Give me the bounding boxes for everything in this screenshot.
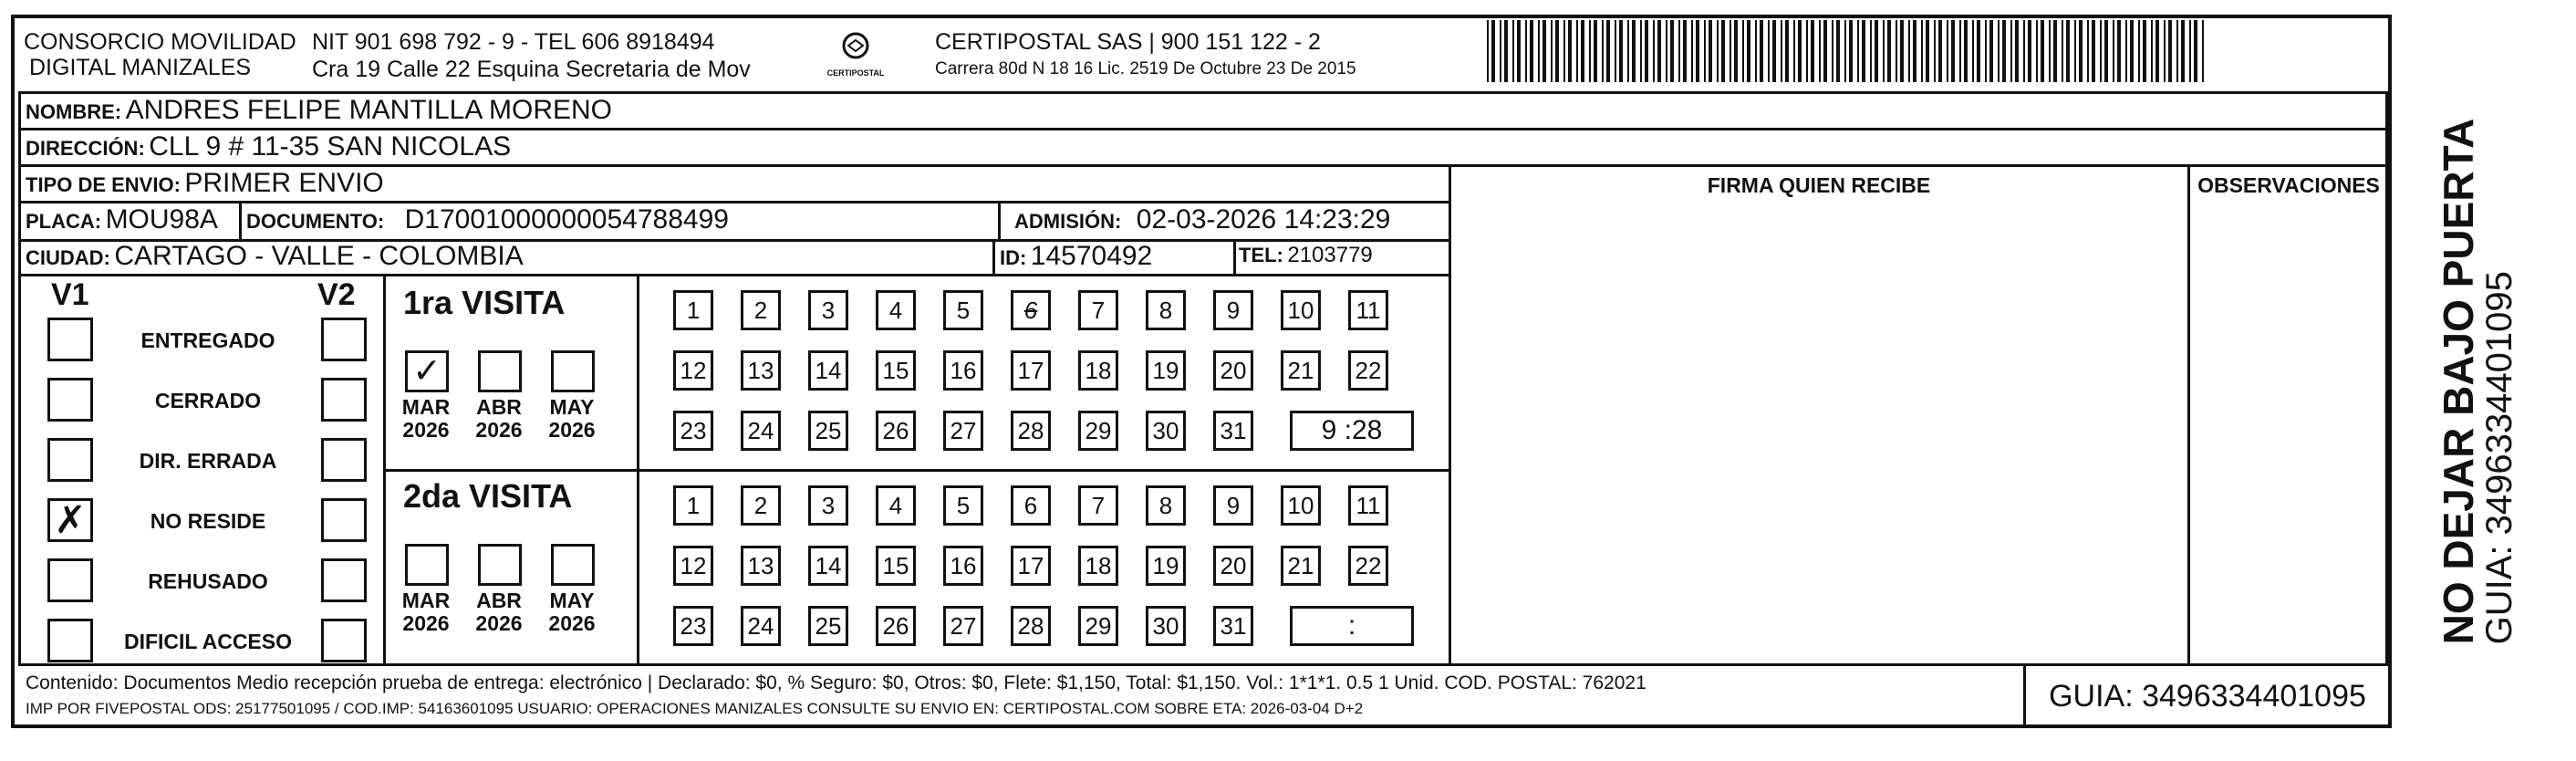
barcode-bar	[1666, 20, 1667, 82]
second-month-label: ABR 2026	[475, 589, 523, 636]
observations-header: OBSERVACIONES	[2197, 173, 2380, 197]
barcode-bar	[2023, 20, 2025, 82]
barcode-bar	[1836, 20, 1840, 82]
second-day-box[interactable]: 29	[1078, 606, 1118, 646]
status-option-label: DIR. ERRADA	[139, 449, 277, 473]
second-day-box[interactable]: 15	[876, 546, 916, 586]
footer-guia: GUIA: 3496334401095	[2049, 679, 2366, 714]
status-option-label: REHUSADO	[148, 569, 268, 593]
barcode-bar	[2062, 20, 2063, 82]
nombre-row: NOMBRE: ANDRES FELIPE MANTILLA MORENO	[26, 95, 613, 125]
first-day-box[interactable]: 10	[1281, 290, 1321, 330]
address-line: Cra 19 Calle 22 Esquina Secretaria de Mov	[312, 57, 751, 82]
barcode-bar	[1896, 20, 1897, 82]
barcode-bar	[1594, 20, 1597, 82]
logo-icon	[819, 31, 892, 64]
barcode-bar	[1913, 20, 1916, 82]
first-day-box[interactable]: 25	[808, 411, 848, 451]
second-day-box[interactable]: 30	[1146, 606, 1186, 646]
second-day-box[interactable]: 12	[673, 546, 713, 586]
barcode-bar	[1934, 20, 1936, 82]
first-month-label: MAY 2026	[548, 395, 596, 443]
barcode-bar	[1806, 20, 1808, 82]
second-day-box[interactable]: 26	[876, 606, 916, 646]
barcode-bar	[1670, 20, 1674, 82]
status-option-label: DIFICIL ACCESO	[123, 630, 292, 653]
second-month-label: MAR 2026	[401, 589, 451, 636]
barcode-bar	[1487, 20, 1489, 82]
first-day-box[interactable]: 13	[741, 350, 781, 391]
barcode-bar	[1908, 20, 1910, 82]
barcode-bar	[1653, 20, 1655, 82]
admision-cell: ADMISIÓN: 02-03-2026 14:23:29	[1014, 204, 1391, 235]
barcode-bar	[1832, 20, 1833, 82]
nit-line: NIT 901 698 792 - 9 - TEL 606 8918494	[312, 29, 715, 55]
v2-checkbox[interactable]	[321, 558, 367, 602]
first-month-label: MAR 2026	[401, 395, 451, 443]
barcode-bar	[1870, 20, 1872, 82]
barcode-bar	[2074, 20, 2076, 82]
barcode-bar	[1989, 20, 1993, 82]
second-time-box[interactable]: :	[1290, 606, 1414, 646]
second-day-box[interactable]: 16	[943, 546, 983, 586]
barcode-bar	[1823, 20, 1827, 82]
first-day-box[interactable]: 19	[1146, 350, 1186, 391]
barcode-bar	[2053, 20, 2057, 82]
barcode-bar	[2138, 20, 2140, 82]
barcode-bar	[1951, 20, 1955, 82]
barcode-bar	[2194, 20, 2197, 82]
first-day-box[interactable]: 20	[1213, 350, 1253, 391]
second-day-box[interactable]: 23	[673, 606, 713, 646]
second-day-box[interactable]: 27	[943, 606, 983, 646]
imp-text: IMP POR FIVEPOSTAL ODS: 25177501095 / COD.IMP: 54163601095 USUARIO: OPERACIONES MANIZALES CONSULTE SU ENVIO EN: CERTIPOSTAL.COM SOBRE ETA: 2026-03-04 D+2	[26, 700, 1364, 717]
barcode-bar	[2100, 20, 2102, 82]
carrier-line: CERTIPOSTAL SAS | 900 151 122 - 2	[935, 29, 1321, 55]
barcode-bar	[1563, 20, 1565, 82]
barcode-bar	[1972, 20, 1974, 82]
first-day-box[interactable]: 8	[1146, 290, 1186, 330]
signature-area[interactable]	[1452, 204, 2187, 663]
placa-cell: PLACA: MOU98A	[26, 204, 218, 235]
second-day-box[interactable]: 17	[1011, 546, 1051, 586]
barcode-bar	[1819, 20, 1821, 82]
second-day-box[interactable]: 24	[741, 606, 781, 646]
first-day-box[interactable]: 31	[1213, 411, 1253, 451]
first-month-checkbox[interactable]	[551, 350, 595, 392]
company-name: CONSORCIO MOVILIDAD DIGITAL MANIZALES	[24, 29, 296, 80]
barcode-bar	[1811, 20, 1814, 82]
barcode-bar	[2092, 20, 2095, 82]
second-visit-title: 2da VISITA	[403, 477, 573, 515]
observations-area[interactable]	[2191, 204, 2388, 663]
v1-checkbox[interactable]	[47, 318, 93, 361]
carrier-address: Carrera 80d N 18 16 Lic. 2519 De Octubre 23 De 2015	[935, 59, 1356, 78]
barcode-bar	[1959, 20, 1961, 82]
second-day-box[interactable]: 14	[808, 546, 848, 586]
barcode-bar	[1900, 20, 1904, 82]
v1-checkbox[interactable]	[47, 438, 93, 482]
barcode-bar	[1500, 20, 1501, 82]
first-day-box[interactable]: 12	[673, 350, 713, 391]
first-day-box[interactable]: 18	[1078, 350, 1118, 391]
barcode-bar	[1581, 20, 1584, 82]
barcode-bar	[1785, 20, 1789, 82]
barcode-bar	[2066, 20, 2070, 82]
barcode-bar	[1568, 20, 1572, 82]
direccion-row: DIRECCIÓN: CLL 9 # 11-35 SAN NICOLAS	[26, 131, 512, 162]
first-day-box[interactable]: 3	[808, 290, 848, 330]
barcode-bar	[1717, 20, 1719, 82]
barcode-bar	[1721, 20, 1725, 82]
carrier-logo: CERTIPOSTAL	[819, 31, 892, 78]
barcode-bar	[1883, 20, 1885, 82]
first-day-box[interactable]: 26	[876, 411, 916, 451]
barcode-bar	[1844, 20, 1846, 82]
side-guia: GUIA: 3496334401095	[2479, 271, 2520, 645]
second-day-box[interactable]: 8	[1146, 485, 1186, 526]
second-day-box[interactable]: 2	[741, 485, 781, 526]
barcode-bar	[1627, 20, 1629, 82]
barcode-bar	[1798, 20, 1802, 82]
barcode-bar	[1985, 20, 1987, 82]
second-day-box[interactable]: 20	[1213, 546, 1253, 586]
barcode-bar	[1640, 20, 1642, 82]
barcode-bar	[1742, 20, 1744, 82]
barcode-bar	[1525, 20, 1527, 82]
barcode-bar	[1691, 20, 1693, 82]
first-day-box[interactable]: 6	[1011, 290, 1051, 330]
second-month-checkbox[interactable]	[551, 544, 595, 586]
v2-checkbox[interactable]	[321, 498, 367, 542]
second-day-box[interactable]: 10	[1281, 485, 1321, 526]
check-mark: ✓	[412, 352, 441, 391]
first-time-box[interactable]: 9 :28	[1290, 411, 1414, 451]
second-month-label: MAY 2026	[548, 589, 596, 636]
barcode-bar	[2041, 20, 2044, 82]
barcode-bar	[1576, 20, 1578, 82]
barcode-bar	[2143, 20, 2146, 82]
first-day-box[interactable]: 14	[808, 350, 848, 391]
barcode-bar	[1551, 20, 1553, 82]
status-option-label: CERRADO	[154, 389, 262, 412]
barcode-bar	[1875, 20, 1878, 82]
id-cell: ID: 14570492	[1000, 241, 1153, 271]
v2-label: V2	[317, 277, 356, 312]
status-option-label: ENTREGADO	[140, 328, 275, 352]
barcode-bar	[1747, 20, 1750, 82]
second-day-box[interactable]: 3	[808, 485, 848, 526]
second-day-box[interactable]: 11	[1348, 485, 1388, 526]
first-day-box[interactable]: 2	[741, 290, 781, 330]
v2-checkbox[interactable]	[321, 318, 367, 361]
v2-checkbox[interactable]	[321, 438, 367, 482]
barcode-bar	[1977, 20, 1980, 82]
first-month-checkbox[interactable]	[478, 350, 522, 392]
barcode-bar	[2010, 20, 2012, 82]
barcode-bar	[2164, 20, 2166, 82]
barcode-bar	[2028, 20, 2031, 82]
barcode-bar	[1696, 20, 1699, 82]
barcode-bar	[1734, 20, 1738, 82]
barcode	[1487, 20, 2207, 82]
check-mark: ✗	[54, 498, 87, 541]
second-day-box[interactable]: 7	[1078, 485, 1118, 526]
barcode-bar	[2113, 20, 2114, 82]
first-day-box[interactable]: 29	[1078, 411, 1118, 451]
first-day-box[interactable]: 16	[943, 350, 983, 391]
v1-checkbox[interactable]	[47, 558, 93, 602]
barcode-bar	[1602, 20, 1604, 82]
second-day-box[interactable]: 28	[1011, 606, 1051, 646]
first-day-box[interactable]: 15	[876, 350, 916, 391]
barcode-bar	[2015, 20, 2019, 82]
second-day-box[interactable]: 31	[1213, 606, 1253, 646]
barcode-bar	[1615, 20, 1616, 82]
barcode-bar	[1926, 20, 1929, 82]
barcode-bar	[1589, 20, 1591, 82]
first-day-box[interactable]: 11	[1348, 290, 1388, 330]
second-day-box[interactable]: 1	[673, 485, 713, 526]
barcode-bar	[1555, 20, 1559, 82]
barcode-bar	[1632, 20, 1636, 82]
barcode-bar	[1781, 20, 1782, 82]
barcode-bar	[1772, 20, 1776, 82]
barcode-bar	[2155, 20, 2159, 82]
barcode-bar	[1755, 20, 1757, 82]
second-day-box[interactable]: 9	[1213, 485, 1253, 526]
barcode-bar	[2151, 20, 2153, 82]
v1-label: V1	[51, 277, 89, 312]
barcode-bar	[1998, 20, 2000, 82]
v2-checkbox[interactable]	[321, 378, 367, 422]
second-day-box[interactable]: 25	[808, 606, 848, 646]
v1-checkbox[interactable]	[47, 498, 93, 542]
ciudad-cell: CIUDAD: CARTAGO - VALLE - COLOMBIA	[26, 241, 524, 271]
second-day-box[interactable]: 21	[1281, 546, 1321, 586]
first-day-box[interactable]: 30	[1146, 411, 1186, 451]
barcode-bar	[1760, 20, 1763, 82]
second-day-box[interactable]: 18	[1078, 546, 1118, 586]
first-day-box[interactable]: 9	[1213, 290, 1253, 330]
barcode-bar	[1512, 20, 1514, 82]
barcode-bar	[1491, 20, 1495, 82]
barcode-bar	[2036, 20, 2038, 82]
barcode-bar	[1657, 20, 1661, 82]
barcode-bar	[2189, 20, 2191, 82]
first-day-box[interactable]: 7	[1078, 290, 1118, 330]
barcode-bar	[1857, 20, 1859, 82]
first-day-box[interactable]: 22	[1348, 350, 1388, 391]
first-day-box[interactable]: 27	[943, 411, 983, 451]
barcode-bar	[2202, 20, 2204, 82]
v1-checkbox[interactable]	[47, 378, 93, 422]
barcode-bar	[1947, 20, 1948, 82]
v1-checkbox[interactable]	[47, 619, 93, 662]
barcode-bar	[2117, 20, 2121, 82]
barcode-bar	[2125, 20, 2127, 82]
first-month-label: ABR 2026	[475, 395, 523, 443]
barcode-bar	[1530, 20, 1533, 82]
second-day-box[interactable]: 5	[943, 485, 983, 526]
barcode-bar	[2079, 20, 2083, 82]
barcode-bar	[1517, 20, 1521, 82]
barcode-bar	[1542, 20, 1546, 82]
first-visit-title: 1ra VISITA	[403, 284, 566, 321]
signature-header: FIRMA QUIEN RECIBE	[1707, 173, 1931, 197]
second-month-checkbox[interactable]	[478, 544, 522, 586]
second-day-box[interactable]: 13	[741, 546, 781, 586]
documento-cell: DOCUMENTO: D17001000000054788499	[246, 204, 729, 235]
barcode-bar	[2130, 20, 2134, 82]
barcode-bar	[2181, 20, 2185, 82]
second-day-box[interactable]: 22	[1348, 546, 1388, 586]
barcode-bar	[1683, 20, 1687, 82]
barcode-bar	[1793, 20, 1795, 82]
first-day-box[interactable]: 17	[1011, 350, 1051, 391]
tel-cell: TEL: 2103779	[1239, 243, 1373, 267]
barcode-bar	[1678, 20, 1680, 82]
barcode-bar	[1964, 20, 1968, 82]
first-day-box[interactable]: 23	[673, 411, 713, 451]
barcode-bar	[1645, 20, 1648, 82]
barcode-bar	[1729, 20, 1731, 82]
no-dejar-warning: NO DEJAR BAJO PUERTA	[2434, 118, 2482, 645]
barcode-bar	[1704, 20, 1706, 82]
barcode-bar	[1619, 20, 1623, 82]
barcode-bar	[2049, 20, 2051, 82]
v2-checkbox[interactable]	[321, 619, 367, 662]
second-day-box[interactable]: 6	[1011, 485, 1051, 526]
barcode-bar	[1938, 20, 1942, 82]
second-day-box[interactable]: 4	[876, 485, 916, 526]
barcode-bar	[1709, 20, 1712, 82]
barcode-bar	[2168, 20, 2172, 82]
tipo-envio-row: TIPO DE ENVIO: PRIMER ENVIO	[26, 168, 384, 198]
first-day-box[interactable]: 24	[741, 411, 781, 451]
first-month-checkbox[interactable]	[405, 350, 449, 392]
first-day-box[interactable]: 1	[673, 290, 713, 330]
barcode-bar	[1606, 20, 1610, 82]
barcode-bar	[1504, 20, 1508, 82]
barcode-bar	[2002, 20, 2006, 82]
barcode-bar	[1921, 20, 1923, 82]
barcode-bar	[2087, 20, 2089, 82]
first-day-box[interactable]: 28	[1011, 411, 1051, 451]
first-day-box[interactable]: 4	[876, 290, 916, 330]
second-month-checkbox[interactable]	[405, 544, 449, 586]
second-day-box[interactable]: 19	[1146, 546, 1186, 586]
barcode-bar	[1538, 20, 1540, 82]
status-option-label: NO RESIDE	[150, 509, 266, 533]
first-day-box[interactable]: 5	[943, 290, 983, 330]
barcode-bar	[1849, 20, 1853, 82]
side-text	[2436, 119, 2519, 645]
first-day-box[interactable]: 21	[1281, 350, 1321, 391]
barcode-bar	[2104, 20, 2108, 82]
barcode-bar	[1862, 20, 1865, 82]
barcode-bar	[1887, 20, 1891, 82]
contenido-text: Contenido: Documentos Medio recepción prueba de entrega: electrónico | Declarado: $0, % Seguro: $0, Otros: $0, Flete: $1,150, Total: $1,150. Vol.: 1*1*1. 0.5 1 Unid. COD. POSTAL: 762021	[26, 672, 1646, 693]
barcode-bar	[2176, 20, 2178, 82]
barcode-bar	[1768, 20, 1770, 82]
